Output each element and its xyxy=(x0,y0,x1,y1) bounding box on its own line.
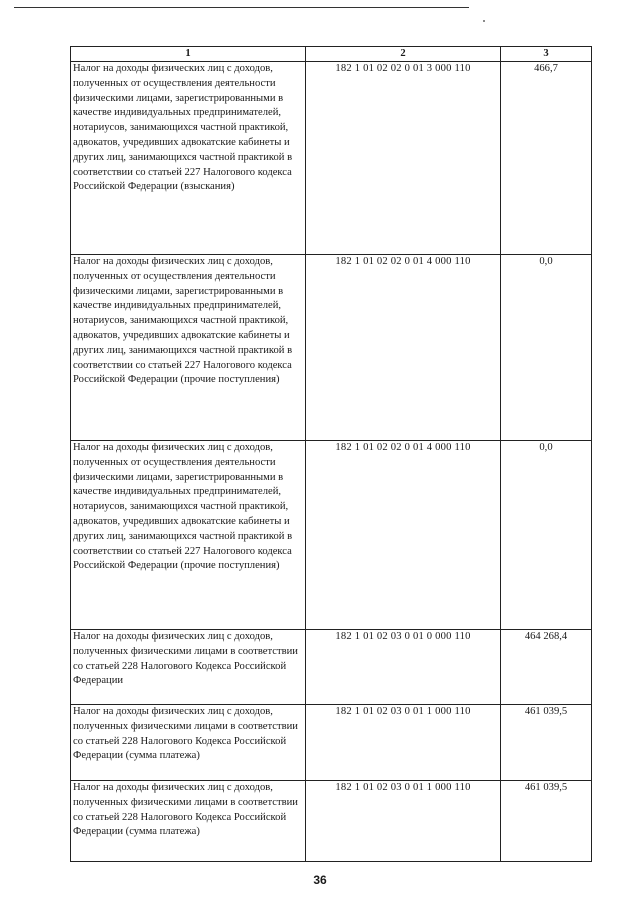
scan-top-rule xyxy=(14,7,469,8)
tax-name-cell: Налог на доходы физических лиц с доходов, полученных от осуществления деятельности физическими лицами, зарегистрированными в качестве индивидуальных предпринимателей, нотариусов, занимающихся частной практикой, адвокатов, учредивших адвокатские кабинеты и других лиц, занимающихся частной практикой в соответствии со статьей 227 Налогового кодекса Российской Федерации (прочие поступления) xyxy=(71,255,306,441)
budget-code-cell: 182 1 01 02 03 0 01 0 000 110 xyxy=(306,630,501,705)
amount-cell: 461 039,5 xyxy=(501,781,592,862)
budget-code-cell: 182 1 01 02 03 0 01 1 000 110 xyxy=(306,705,501,781)
page-number: 36 xyxy=(313,873,327,887)
amount-cell: 466,7 xyxy=(501,62,592,255)
budget-code-cell: 182 1 01 02 03 0 01 1 000 110 xyxy=(306,781,501,862)
amount-cell: 0,0 xyxy=(501,255,592,441)
amount-cell: 0,0 xyxy=(501,441,592,630)
revenue-table xyxy=(70,46,592,862)
table-header-row xyxy=(71,47,592,62)
tax-name-cell: Налог на доходы физических лиц с доходов, полученных физическими лицами в соответствии со статьей 228 Налогового Кодекса Российской Федерации (сумма платежа) xyxy=(71,781,306,862)
amount-cell: 461 039,5 xyxy=(501,705,592,781)
scan-speck xyxy=(483,20,485,22)
column-header-3: 3 xyxy=(501,47,592,62)
column-header-2: 2 xyxy=(306,47,501,62)
table-row xyxy=(71,62,592,255)
table-row xyxy=(71,441,592,630)
column-header-1: 1 xyxy=(71,47,306,62)
tax-name-cell: Налог на доходы физических лиц с доходов, полученных от осуществления деятельности физическими лицами, зарегистрированными в качестве индивидуальных предпринимателей, нотариусов, занимающихся частной практикой, адвокатов, учредивших адвокатские кабинеты и других лиц, занимающихся частной практикой в соответствии со статьей 227 Налогового кодекса Российской Федерации (прочие поступления) xyxy=(71,441,306,630)
amount-cell: 464 268,4 xyxy=(501,630,592,705)
budget-code-cell: 182 1 01 02 02 0 01 4 000 110 xyxy=(306,255,501,441)
table-row xyxy=(71,781,592,862)
budget-code-cell: 182 1 01 02 02 0 01 4 000 110 xyxy=(306,441,501,630)
table-row xyxy=(71,630,592,705)
tax-name-cell: Налог на доходы физических лиц с доходов, полученных от осуществления деятельности физическими лицами, зарегистрированными в качестве индивидуальных предпринимателей, нотариусов, занимающихся частной практикой, адвокатов, учредивших адвокатские кабинеты и других лиц, занимающихся частной практикой в соответствии со статьей 227 Налогового кодекса Российской Федерации (взыскания) xyxy=(71,62,306,255)
table-row xyxy=(71,255,592,441)
tax-name-cell: Налог на доходы физических лиц с доходов, полученных физическими лицами в соответствии со статьей 228 Налогового Кодекса Российской Федерации (сумма платежа) xyxy=(71,705,306,781)
tax-name-cell: Налог на доходы физических лиц с доходов, полученных физическими лицами в соответствии со статьей 228 Налогового Кодекса Российской Федерации xyxy=(71,630,306,705)
budget-code-cell: 182 1 01 02 02 0 01 3 000 110 xyxy=(306,62,501,255)
table-row xyxy=(71,705,592,781)
